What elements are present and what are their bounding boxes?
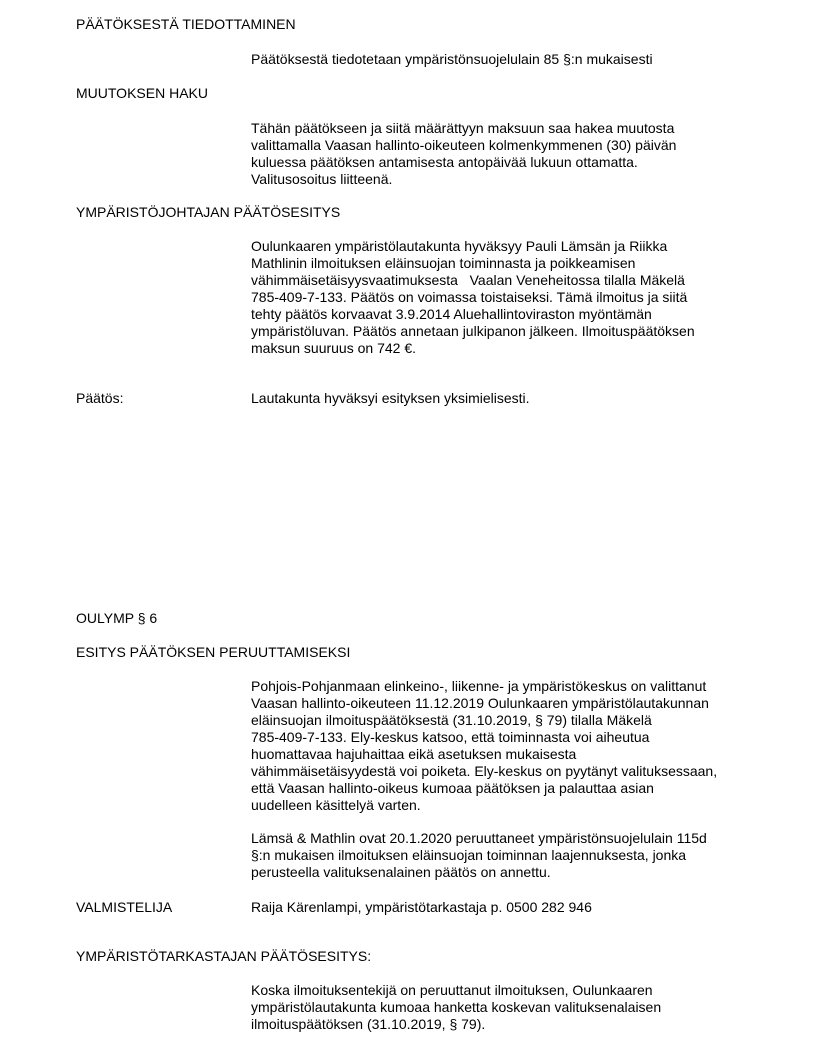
inspector-proposal-line: ilmoituspäätöksen (31.10.2019, § 79). (251, 1016, 486, 1032)
preparer-label: VALMISTELIJA (76, 899, 173, 915)
revocation-paragraph-line: että Vaasan hallinto-oikeus kumoaa päätöksen ja palauttaa asian (251, 780, 654, 796)
director-proposal-line: tehty päätös korvaavat 3.9.2014 Aluehallintoviraston myöntämän (251, 306, 652, 322)
revocation-paragraph-line: vähimmäisetäisyydestä voi poiketa. Ely-keskus on pyytänyt valituksessaan, (251, 763, 718, 779)
revocation-paragraph-line: huomattavaa hajuhaittaa eikä asetuksen mukaisesta (251, 746, 577, 762)
decision-text: Lautakunta hyväksyi esityksen yksimielisesti. (251, 390, 530, 406)
appeal-line: kuluessa päätöksen antamisesta antopäivää lukuun ottamatta. (251, 154, 638, 170)
inspector-proposal-line: ympäristölautakunta kumoaa hanketta koskevan valituksenalaisen (251, 999, 662, 1015)
appeal-line: Tähän päätökseen ja siitä määrättyyn maksuun saa hakea muutosta (251, 120, 675, 136)
withdrawal-paragraph-line: Lämsä & Mathlin ovat 20.1.2020 peruuttaneet ympäristönsuojelulain 115d (251, 830, 707, 846)
heading-revocation-proposal: ESITYS PÄÄTÖKSEN PERUUTTAMISEKSI (76, 644, 351, 660)
section-code: OULYMP § 6 (76, 610, 158, 626)
director-proposal-line: ympäristöluvan. Päätös annetaan julkipanon jälkeen. Ilmoituspäätöksen (251, 323, 695, 339)
appeal-line: valittamalla Vaasan hallinto-oikeuteen kolmenkymmenen (30) päivän (251, 137, 677, 153)
withdrawal-paragraph-line: perusteella valituksenalainen päätös on annettu. (251, 864, 551, 880)
director-proposal-line: 785-409-7-133. Päätös on voimassa toistaiseksi. Tämä ilmoitus ja siitä (251, 289, 688, 305)
heading-inspector-proposal: YMPÄRISTÖTARKASTAJAN PÄÄTÖSESITYS: (76, 948, 372, 964)
inspector-proposal-line: Koska ilmoituksentekijä on peruuttanut ilmoituksen, Oulunkaaren (251, 982, 653, 998)
director-proposal-line: Oulunkaaren ympäristölautakunta hyväksyy Pauli Lämsän ja Riikka (251, 238, 668, 254)
decision-label: Päätös: (76, 390, 124, 406)
preparer-text: Raija Kärenlampi, ympäristötarkastaja p. 0500 282 946 (251, 899, 592, 915)
revocation-paragraph-line: uudelleen käsittelyä varten. (251, 797, 421, 813)
revocation-paragraph-line: Pohjois-Pohjanmaan elinkeino-, liikenne- ja ympäristökeskus on valittanut (251, 678, 707, 694)
decision-notification-text: Päätöksestä tiedotetaan ympäristönsuojelulain 85 §:n mukaisesti (251, 51, 653, 67)
director-proposal-line: vähimmäisetäisyysvaatimuksesta Vaalan Veneheitossa tilalla Mäkelä (251, 272, 685, 288)
heading-director-proposal: YMPÄRISTÖJOHTAJAN PÄÄTÖSESITYS (76, 204, 341, 220)
heading-decision-notification: PÄÄTÖKSESTÄ TIEDOTTAMINEN (76, 16, 296, 32)
heading-appeal: MUUTOKSEN HAKU (76, 85, 208, 101)
director-proposal-line: Mathlinin ilmoituksen eläinsuojan toiminnasta ja poikkeamisen (251, 255, 636, 271)
revocation-paragraph-line: Vaasan hallinto-oikeuteen 11.12.2019 Oulunkaaren ympäristölautakunnan (251, 695, 709, 711)
appeal-line: Valitusosoitus liitteenä. (251, 171, 393, 187)
withdrawal-paragraph-line: §:n mukaisen ilmoituksen eläinsuojan toiminnan laajennuksesta, jonka (251, 847, 687, 863)
director-proposal-line: maksun suuruus on 742 €. (251, 340, 416, 356)
revocation-paragraph-line: 785-409-7-133. Ely-keskus katsoo, että toiminnasta voi aiheutua (251, 729, 650, 745)
revocation-paragraph-line: eläinsuojan ilmoituspäätöksestä (31.10.2019, § 79) tilalla Mäkelä (251, 712, 652, 728)
